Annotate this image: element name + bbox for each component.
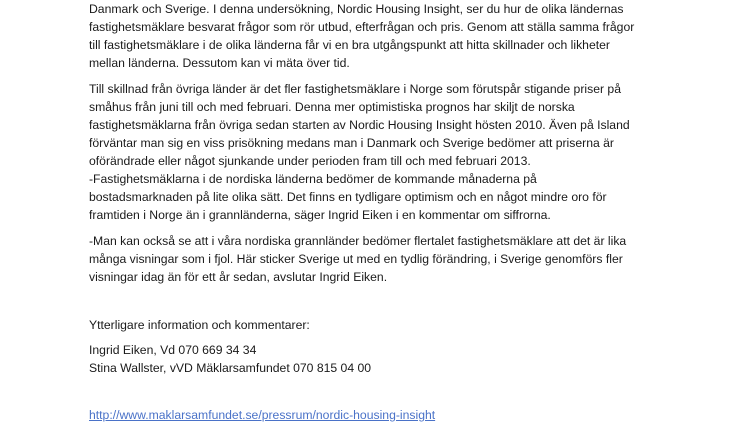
- paragraph-norway-forecast: [89, 80, 709, 170]
- text-line: framtiden i Norge än i grannländerna, säger Ingrid Eiken i en kommentar om siffrorna.: [89, 208, 551, 222]
- press-room-link[interactable]: http://www.maklarsamfundet.se/pressrum/nordic-housing-insight: [89, 408, 436, 422]
- contact-list: [89, 341, 709, 377]
- info-heading: Ytterligare information och kommentarer:: [89, 318, 310, 332]
- contact-ingrid-eiken: Ingrid Eiken, Vd 070 669 34 34: [89, 343, 257, 357]
- paragraph-intro: [89, 0, 709, 72]
- text-line: många visningar som i fjol. Här sticker Sverige ut med en tydlig förändring, i Sverige genomförs fler: [89, 252, 623, 266]
- text-line: fastighetsmäklare besvarat frågor som rör utbud, efterfrågan och pris. Genom att ställa samma frågor: [89, 20, 635, 34]
- paragraph-quote-2: [89, 232, 709, 286]
- contact-stina-wallster: Stina Wallster, vVD Mäklarsamfundet 070 815 04 00: [89, 361, 372, 375]
- text-line: Till skillnad från övriga länder är det fler fastighetsmäklare i Norge som förutspår stigande priser på: [89, 82, 621, 96]
- text-line: Danmark och Sverige. I denna undersökning, Nordic Housing Insight, ser du hur de olika ländernas: [89, 2, 624, 16]
- text-line: oförändrade eller något sjunkande under perioden fram till och med februari 2013.: [89, 154, 531, 168]
- paragraph-quote-1: [89, 170, 709, 224]
- text-line: bostadsmarknaden på lite olika sätt. Det finns en tydligare optimism och en något mindre oro för: [89, 190, 607, 204]
- text-line: -Man kan också se att i våra nordiska grannländer bedömer flertalet fastighetsmäklare att det är lika: [89, 234, 627, 248]
- text-line: -Fastighetsmäklarna i de nordiska länderna bedömer de kommande månaderna på: [89, 172, 537, 186]
- text-line: fastighetsmäklarna från övriga sedan starten av Nordic Housing Insight hösten 2010. Även på Island: [89, 118, 630, 132]
- text-line: förväntar man sig en viss prisökning medans man i Danmark och Sverige bedömer att priserna är: [89, 136, 614, 150]
- text-line: till fastighetsmäklare i de olika länderna får vi en bra utgångspunkt att hitta skillnader och likheter: [89, 38, 610, 52]
- text-line: småhus från juni till och med februari. Denna mer optimistiska prognos har skiljt de norska: [89, 100, 575, 114]
- text-line: mellan länderna. Dessutom kan vi mäta över tid.: [89, 56, 350, 70]
- text-line: visningar idag än för ett år sedan, avslutar Ingrid Eiken.: [89, 270, 388, 284]
